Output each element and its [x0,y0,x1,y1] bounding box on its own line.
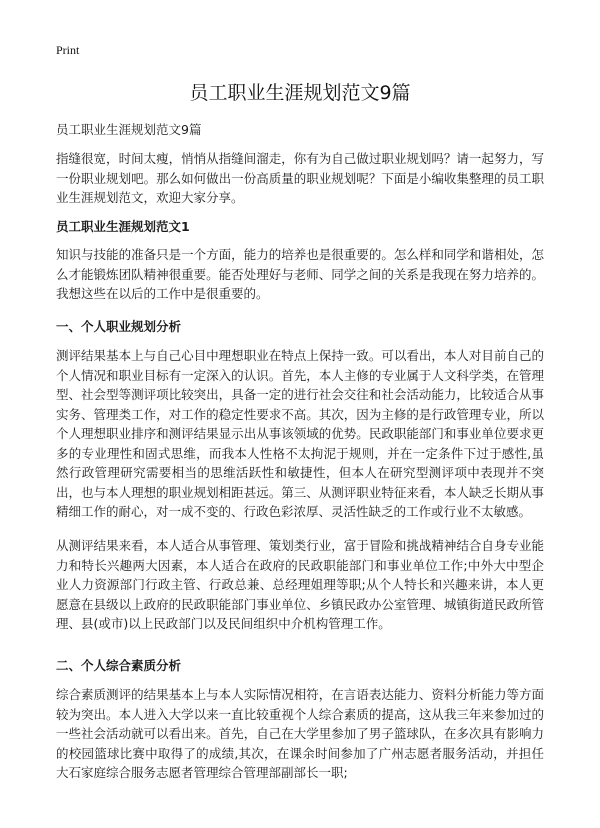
intro-paragraph: 指缝很宽，时间太瘦，悄悄从指缝间溜走，你有为自己做过职业规划吗？请一起努力，写一份职业规划吧。那么如何做出一份高质量的职业规划呢？下面是小编收集整理的员工职业生涯规划范文，欢迎大家分享。 [56,151,544,205]
part2-heading: 二、个人综合素质分析 [56,658,182,673]
part2-paragraph: 综合素质测评的结果基本上与本人实际情况相符，在言语表达能力、资料分析能力等方面较为突出。本人进入大学以来一直比较重视个人综合素质的提高，这从我三年来参加过的一些社会活动就可以看出来。首先，自己在大学里参加了男子篮球队，在多次具有影响力的校园篮球比赛中取得了的成绩,其次，在课余时间参加了广州志愿者服务活动，并担任大石家庭综合服务志愿者管理综合管理部副部长一职; [56,687,544,780]
part1-paragraph-2: 从测评结果来看，本人适合从事管理、策划类行业，富于冒险和挑战精神结合自身专业能力和特长兴趣两大因素，本人适合在政府的民政职能部门和事业单位工作;中外大中型企业人力资源部门行政主管、行政总兼、总经理姐理等职;从个人特长和兴趣来讲，本人更愿意在县级以上政府的民政职能部门事业单位、乡镇民政办公室管理、城镇街道民政所管理、县(或市)以上民政部门以及民间组织中介机构管理工作。 [56,538,544,631]
part1-heading: 一、个人职业规划分析 [56,319,182,334]
section-heading-1: 员工职业生涯规划范文1 [56,219,190,234]
page-title: 员工职业生涯规划范文9篇 [189,82,411,104]
section1-paragraph: 知识与技能的准备只是一个方面，能力的培养也是很重要的。怎么样和同学和谐相处，怎么才能锻炼团队精神很重要。能否处理好与老师、同学之间的关系是我现在努力培养的。我想这些在以后的工作中是很重要的。 [56,247,544,301]
part1-paragraph-1: 测评结果基本上与自己心目中理想职业在特点上保持一致。可以看出，本人对目前自己的个人情况和职业目标有一定深入的认识。首先，本人主修的专业属于人文科学类，在管理型、社会型等测评项比较突出，具备一定的进行社会交往和社会活动能力，比较适合从事实务、管理类工作，对工作的稳定性要求不高。其次，因为主修的是行政管理专业，所以个人理想职业排序和测评结果显示出从事该领域的优势。民政职能部门和事业单位要求更多的专业理性和固式思维，而我本人性格不太拘泥于规则，并在一定条件下过于感性,虽然行政管理研究需要相当的思维活跃性和敏捷性，但本人在研究型测评项中表现并不突出，也与本人理想的职业规划相距甚远。第三、从测评职业特征来看，本人缺乏长期从事精细工作的耐心，对一成不变的、行政色彩浓厚、灵活性缺乏的工作或行业不太敏感。 [56,348,544,519]
print-link[interactable]: Print [56,43,80,57]
document-subtitle: 员工职业生涯规划范文9篇 [56,122,202,137]
